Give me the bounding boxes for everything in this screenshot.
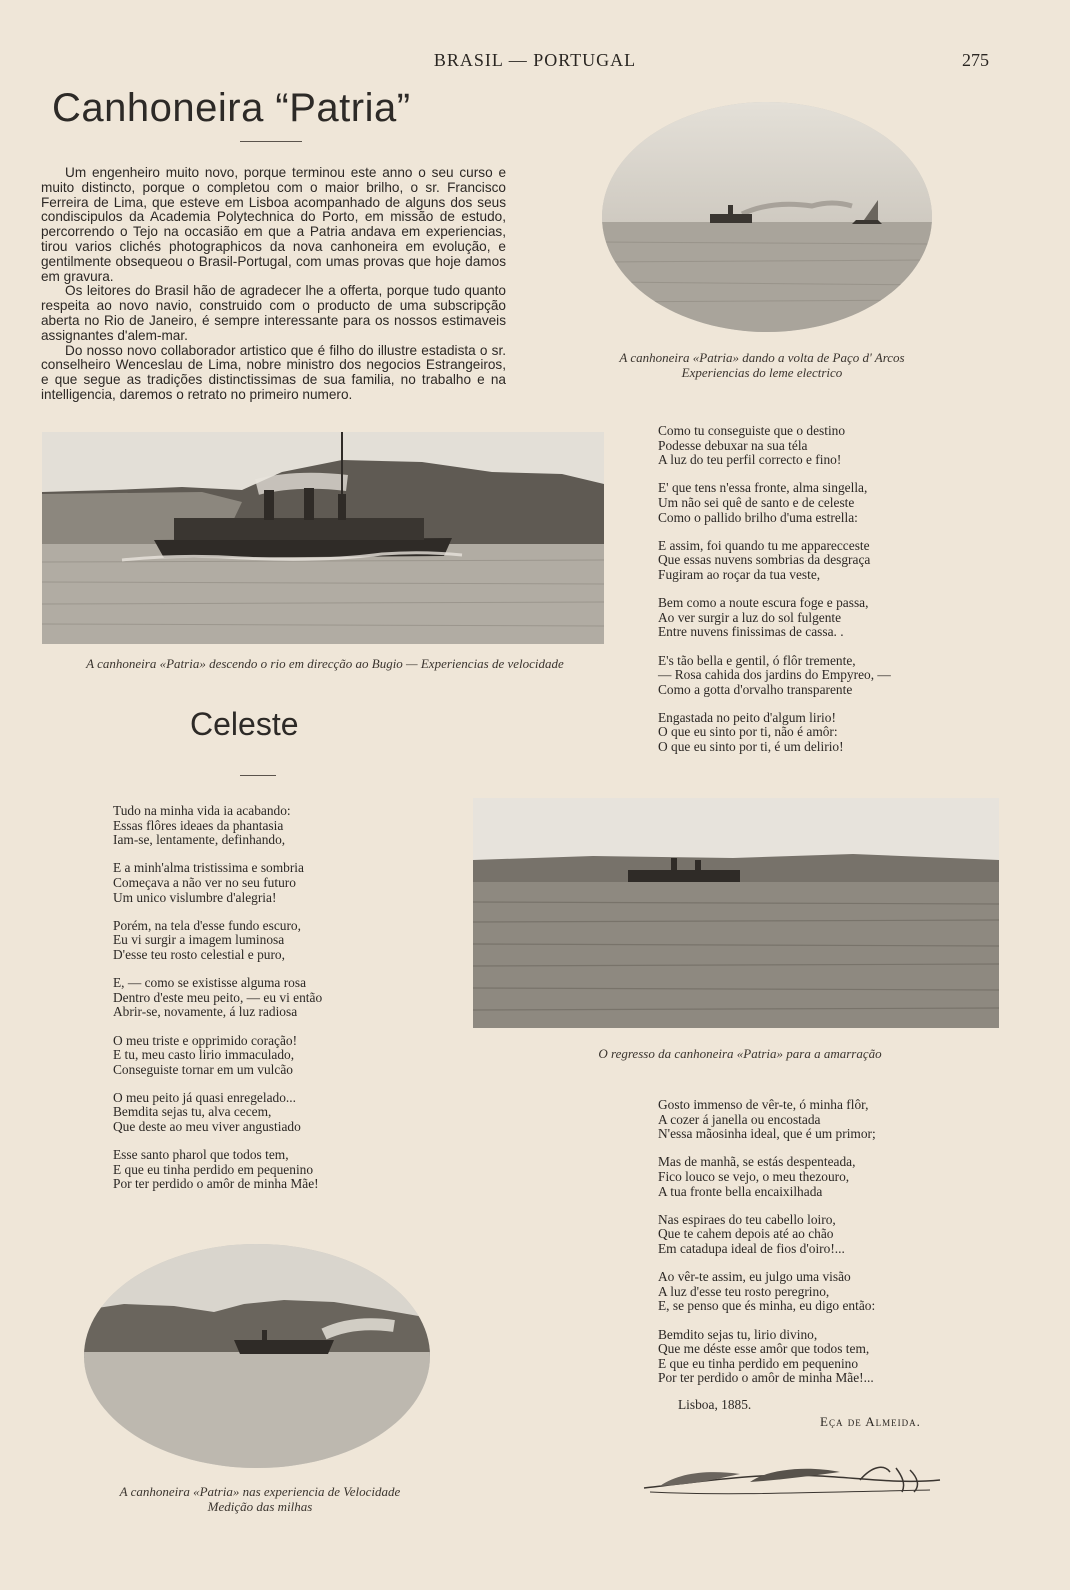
poem-line: Abrir-se, novamente, á luz radiosa: [113, 1004, 298, 1020]
photo-illustration: [42, 432, 604, 644]
poem-line: O meu peito já quasi enregelado...: [113, 1089, 296, 1105]
poem-line: Dentro d'este meu peito, — eu vi então: [113, 989, 323, 1005]
poem-line: Podesse debuxar na sua téla: [658, 437, 808, 453]
poem-line: Começava a não ver no seu futuro: [113, 874, 296, 890]
caption-line: Experiencias do leme electrico: [681, 365, 843, 380]
poem-line: — Rosa cahida dos jardins do Empyreo, —: [658, 667, 891, 683]
photo-patria-medicao: [84, 1244, 430, 1468]
poem-stanza: [658, 1213, 978, 1257]
poem-line: Conseguiste tornar em um vulcão: [113, 1061, 293, 1077]
poem-line: A tua fronte bella encaixilhada: [658, 1183, 823, 1199]
poem-line: Bemdito sejas tu, lirio divino,: [658, 1326, 818, 1342]
poem-stanza: [113, 919, 403, 963]
poem-line: Porém, na tela d'esse fundo escuro,: [113, 917, 301, 933]
poem-title-rule: [240, 775, 276, 776]
poem-line: O que eu sinto por ti, é um delirio!: [658, 739, 844, 755]
caption-photo-3: O regresso da canhoneira «Patria» para a amarração: [598, 1046, 882, 1061]
poem-line: E que eu tinha perdido em pequenino: [113, 1161, 314, 1177]
poem-line: E's tão bella e gentil, ó flôr tremente,: [658, 652, 856, 668]
poem-line: Um não sei quê de santo e de celeste: [658, 494, 855, 510]
poem-stanza: [658, 539, 978, 583]
poem-line: D'esse teu rosto celestial e puro,: [113, 946, 285, 962]
poem-line: E a minh'alma tristissima e sombria: [113, 860, 304, 876]
poem-line: Por ter perdido o amôr de minha Mãe!: [113, 1176, 319, 1192]
quill-ornament-icon: [640, 1462, 946, 1500]
poem-line: Um unico vislumbre d'alegria!: [113, 889, 277, 905]
poem-stanza: [113, 804, 403, 848]
poem-line: Engastada no peito d'algum lirio!: [658, 709, 836, 725]
poem-left-column: [113, 804, 403, 1206]
poem-line: E tu, meu casto lirio immaculado,: [113, 1047, 295, 1063]
poem-right-top-column: [658, 424, 978, 768]
poem-line: Que essas nuvens sombrias da desgraça: [658, 552, 871, 568]
poem-stanza: [658, 1155, 978, 1199]
poem-stanza: [113, 1148, 403, 1192]
poem-place-date: Lisboa, 1885.: [678, 1397, 752, 1412]
poem-line: Que deste ao meu viver angustiado: [113, 1119, 301, 1135]
poem-stanza: [658, 1098, 978, 1142]
caption-line: A canhoneira «Patria» nas experiencia de Velocidade: [119, 1484, 401, 1499]
page-number: 275: [962, 50, 989, 70]
poem-stanza: [658, 654, 978, 698]
poem-title: Celeste: [190, 706, 299, 742]
poem-line: Fugiram ao roçar da tua veste,: [658, 566, 821, 582]
poem-line: Fico louco se vejo, o meu thezouro,: [658, 1168, 850, 1184]
poem-line: Gosto immenso de vêr-te, ó minha flôr,: [658, 1097, 869, 1112]
poem-line: E' que tens n'essa fronte, alma singella,: [658, 480, 868, 496]
article-paragraph: Os leitores do Brasil hão de agradecer lhe a offerta, porque tudo quanto respeita ao novo navio, construido com o producto de uma subscripção aberta no Rio de Janeiro, é sempre interessante para os nossos estimaveis assignantes d'alem-mar.: [41, 283, 506, 343]
poem-line: N'essa mãosinha ideal, que é um primor;: [658, 1126, 876, 1142]
poem-line: E, se penso que és minha, eu digo então:: [658, 1298, 876, 1314]
poem-line: Nas espiraes do teu cabello loiro,: [658, 1211, 836, 1227]
article-body: [41, 166, 506, 403]
poem-stanza: [113, 1034, 403, 1078]
poem-line: Iam-se, lentamente, definhando,: [113, 832, 286, 848]
poem-stanza: [658, 1328, 978, 1386]
poem-line: Como tu conseguiste que o destino: [658, 423, 846, 438]
poem-line: Mas de manhã, se estás despenteada,: [658, 1154, 856, 1170]
title-rule: [240, 141, 302, 142]
poem-line: Que me déste esse amôr que todos tem,: [658, 1341, 870, 1357]
caption-line: A canhoneira «Patria» dando a volta de Paço d' Arcos: [619, 350, 905, 365]
caption-photo-4: [60, 1484, 460, 1514]
poem-line: Bemdita sejas tu, alva cecem,: [113, 1104, 272, 1120]
article-paragraph: Um engenheiro muito novo, porque terminou este anno o seu curso e muito distincto, porque o completou com o maior brilho, o sr. Francisco Ferreira de Lima, que esteve em Lisboa acompanhado de alguns dos seus condiscipulos da Academia Polytechnica do Porto, em missão de estudo, percorrendo o Tejo na occasião em que a Patria andava em experiencias, tirou varios clichés photographicos da nova canhoneira em evolução, e gentilmente obsequeou o Brasil-Portugal, com umas provas que hoje damos em gravura.: [41, 165, 506, 284]
poem-line: Esse santo pharol que todos tem,: [113, 1147, 289, 1163]
poem-stanza: [658, 711, 978, 755]
poem-line: Que te cahem depois até ao chão: [658, 1226, 834, 1242]
poem-stanza: [113, 976, 403, 1020]
poem-line: Tudo na minha vida ia acabando:: [113, 803, 291, 818]
poem-stanza: [658, 424, 978, 468]
caption-line: Medição das milhas: [207, 1499, 313, 1514]
poem-line: Por ter perdido o amôr de minha Mãe!...: [658, 1370, 874, 1386]
poem-line: Essas flôres ideaes da phantasia: [113, 817, 284, 833]
poem-line: E assim, foi quando tu me apparecceste: [658, 537, 870, 553]
running-header: BRASIL — PORTUGAL: [433, 50, 637, 70]
poem-line: Eu vi surgir a imagem luminosa: [113, 932, 285, 948]
poem-stanza: [658, 1270, 978, 1314]
poem-stanza: [113, 1091, 403, 1135]
poem-line: Como a gotta d'orvalho transparente: [658, 681, 853, 697]
poem-line: A luz d'esse teu rosto peregrino,: [658, 1283, 830, 1299]
photo-illustration: [473, 798, 999, 1028]
photo-patria-regresso: [473, 798, 999, 1028]
poem-line: Ao vêr-te assim, eu julgo uma visão: [658, 1269, 851, 1285]
photo-patria-paco-arcos: [602, 102, 932, 332]
poem-line: E que eu tinha perdido em pequenino: [658, 1355, 859, 1371]
decorative-quill-vignette: [640, 1462, 946, 1500]
poem-line: A cozer á janella ou encostada: [658, 1111, 821, 1127]
poem-author: Eça de Almeida.: [820, 1414, 921, 1429]
poem-line: O que eu sinto por ti, não é amôr:: [658, 724, 838, 740]
poem-stanza: [658, 481, 978, 525]
poem-line: Bem como a noute escura foge e passa,: [658, 595, 869, 611]
poem-line: Ao ver surgir a luz do sol fulgente: [658, 609, 842, 625]
caption-photo-2: A canhoneira «Patria» descendo o rio em direcção ao Bugio — Experiencias de velocidade: [86, 656, 564, 671]
poem-right-bottom-column: [658, 1098, 978, 1399]
article-title: Canhoneira “Patria”: [52, 86, 411, 130]
poem-line: O meu triste e opprimido coração!: [113, 1032, 298, 1048]
photo-patria-bugio: [42, 432, 604, 644]
poem-line: Entre nuvens finissimas de cassa. .: [658, 624, 844, 640]
poem-stanza: [113, 861, 403, 905]
caption-photo-1: [582, 350, 942, 380]
poem-line: Como o pallido brilho d'uma estrella:: [658, 509, 858, 525]
photo-illustration: [602, 102, 932, 332]
poem-stanza: [658, 596, 978, 640]
poem-line: E, — como se existisse alguma rosa: [113, 975, 307, 991]
photo-illustration: [84, 1244, 430, 1468]
poem-line: A luz do teu perfil correcto e fino!: [658, 452, 842, 468]
article-paragraph: Do nosso novo collaborador artistico que é filho do illustre estadista o sr. conselheiro Wenceslau de Lima, nobre ministro dos negocios Estrangeiros, e que segue as tradições distinctissimas de sua familia, no trabalho e na intelligencia, daremos o retrato no primeiro numero.: [41, 342, 506, 402]
poem-line: Em catadupa ideal de fios d'oiro!...: [658, 1240, 845, 1256]
